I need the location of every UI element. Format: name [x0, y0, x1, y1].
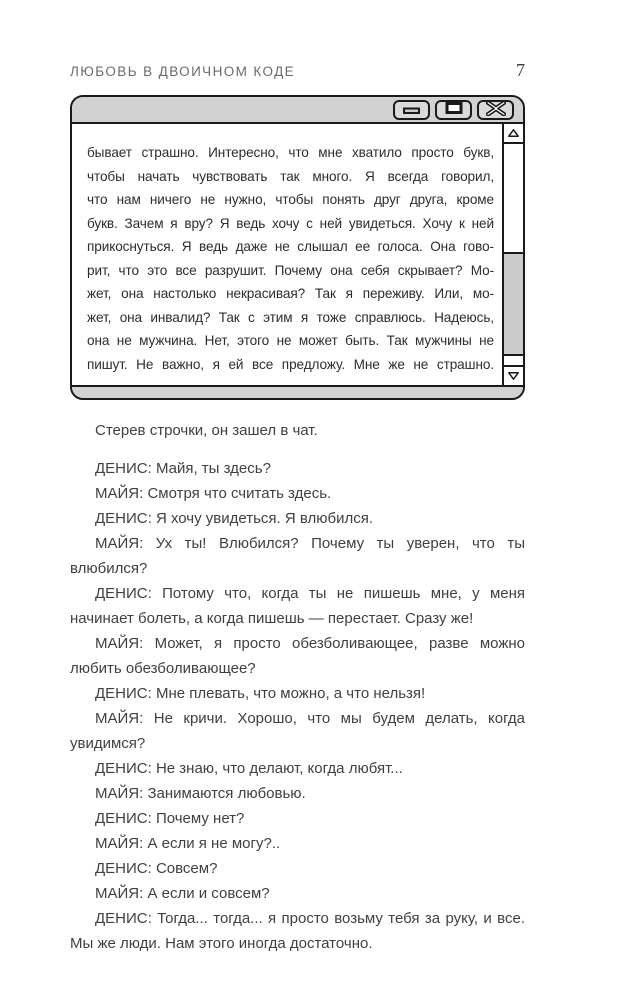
scroll-down-icon [508, 367, 519, 385]
close-button[interactable] [477, 100, 514, 120]
scroll-up-icon [508, 124, 519, 142]
minimize-icon [401, 101, 422, 118]
text-line: бывает страшно. Интересно, что мне хватило просто букв, [87, 145, 494, 160]
dialogue-line: ДЕНИС: Тогда... тогда... я просто возьму тебя за руку, и все. Мы же люди. Нам этого иногда достаточно. [70, 910, 525, 952]
text-line: букв. Зачем я вру? Я ведь хочу с ней увидеться. Хочу к ней [87, 215, 494, 231]
minimize-button[interactable] [393, 100, 430, 120]
page-number: 7 [516, 60, 525, 80]
dialogue-line: МАЙЯ: Не кричи. Хорошо, что мы будем делать, когда увидимся? [70, 710, 525, 752]
scrollbar[interactable] [504, 124, 523, 385]
dialogue-block [70, 456, 525, 956]
dialogue-line: ДЕНИС: Совсем? [95, 860, 218, 877]
text-line: жет, она инвалид? Так с этим я тоже справлюсь. Надеюсь, [87, 309, 494, 325]
text-line: рит, что это все разрушит. Почему она себя скрывает? Мо- [87, 262, 494, 278]
dialogue-line: МАЙЯ: А если и совсем? [95, 885, 270, 902]
dialogue-line: ДЕНИС: Майя, ты здесь? [95, 460, 271, 477]
text-line: чтобы начать чувствовать так много. Я всегда говорил, [87, 168, 494, 184]
dialogue-line: МАЙЯ: Ух ты! Влюбился? Почему ты уверен, что ты влюбился? [70, 535, 525, 577]
window-titlebar [72, 97, 523, 124]
dialogue-line: ДЕНИС: Не знаю, что делают, когда любят... [95, 760, 403, 777]
page-header [70, 60, 525, 81]
dialogue-line: МАЙЯ: А если я не могу?.. [95, 835, 281, 852]
dialogue-line: ДЕНИС: Я хочу увидеться. Я влюбился. [95, 510, 373, 527]
window-body [72, 124, 523, 385]
close-icon [486, 101, 506, 119]
dialogue-line: МАЙЯ: Может, я просто обезболивающее, разве можно любить обезболивающее? [70, 635, 525, 677]
text-line: что нам ничего не нужно, чтобы понять друг друга, кроме [87, 192, 494, 207]
dialogue-line: ДЕНИС: Почему нет? [95, 810, 245, 827]
text-line: она не мужчина. Нет, этого не может быть. Так мужчины не [87, 333, 494, 348]
narration-paragraph: Стерев строчки, он зашел в чат. [95, 422, 318, 439]
book-title: ЛЮБОВЬ В ДВОИЧНОМ КОДЕ [70, 64, 296, 79]
dialogue-line: МАЙЯ: Занимаются любовью. [95, 785, 306, 802]
dialogue-line: ДЕНИС: Мне плевать, что можно, а что нельзя! [95, 685, 426, 702]
text-line: жет, она настолько некрасивая? Так я переживу. Или, мо- [87, 286, 494, 301]
scroll-down-button[interactable] [504, 365, 523, 385]
scrollbar-thumb[interactable] [504, 252, 523, 355]
scroll-up-button[interactable] [504, 124, 523, 144]
text-line: пишут. Не важно, я ей все предложу. Мне же не страшно. [87, 356, 494, 372]
chat-window [70, 95, 525, 400]
window-text [72, 124, 504, 385]
text-line: прикоснуться. Я ведь даже не слышал ее голоса. Она гово- [87, 239, 494, 254]
dialogue-line: МАЙЯ: Смотря что считать здесь. [95, 485, 332, 502]
scrollbar-track[interactable] [504, 144, 523, 365]
maximize-button[interactable] [435, 100, 472, 120]
window-bottom-bar [72, 385, 523, 398]
maximize-icon [444, 101, 464, 118]
dialogue-line: ДЕНИС: Потому что, когда ты не пишешь мне, у меня начинает болеть, а когда пишешь — перестает. Сразу же! [70, 585, 525, 627]
